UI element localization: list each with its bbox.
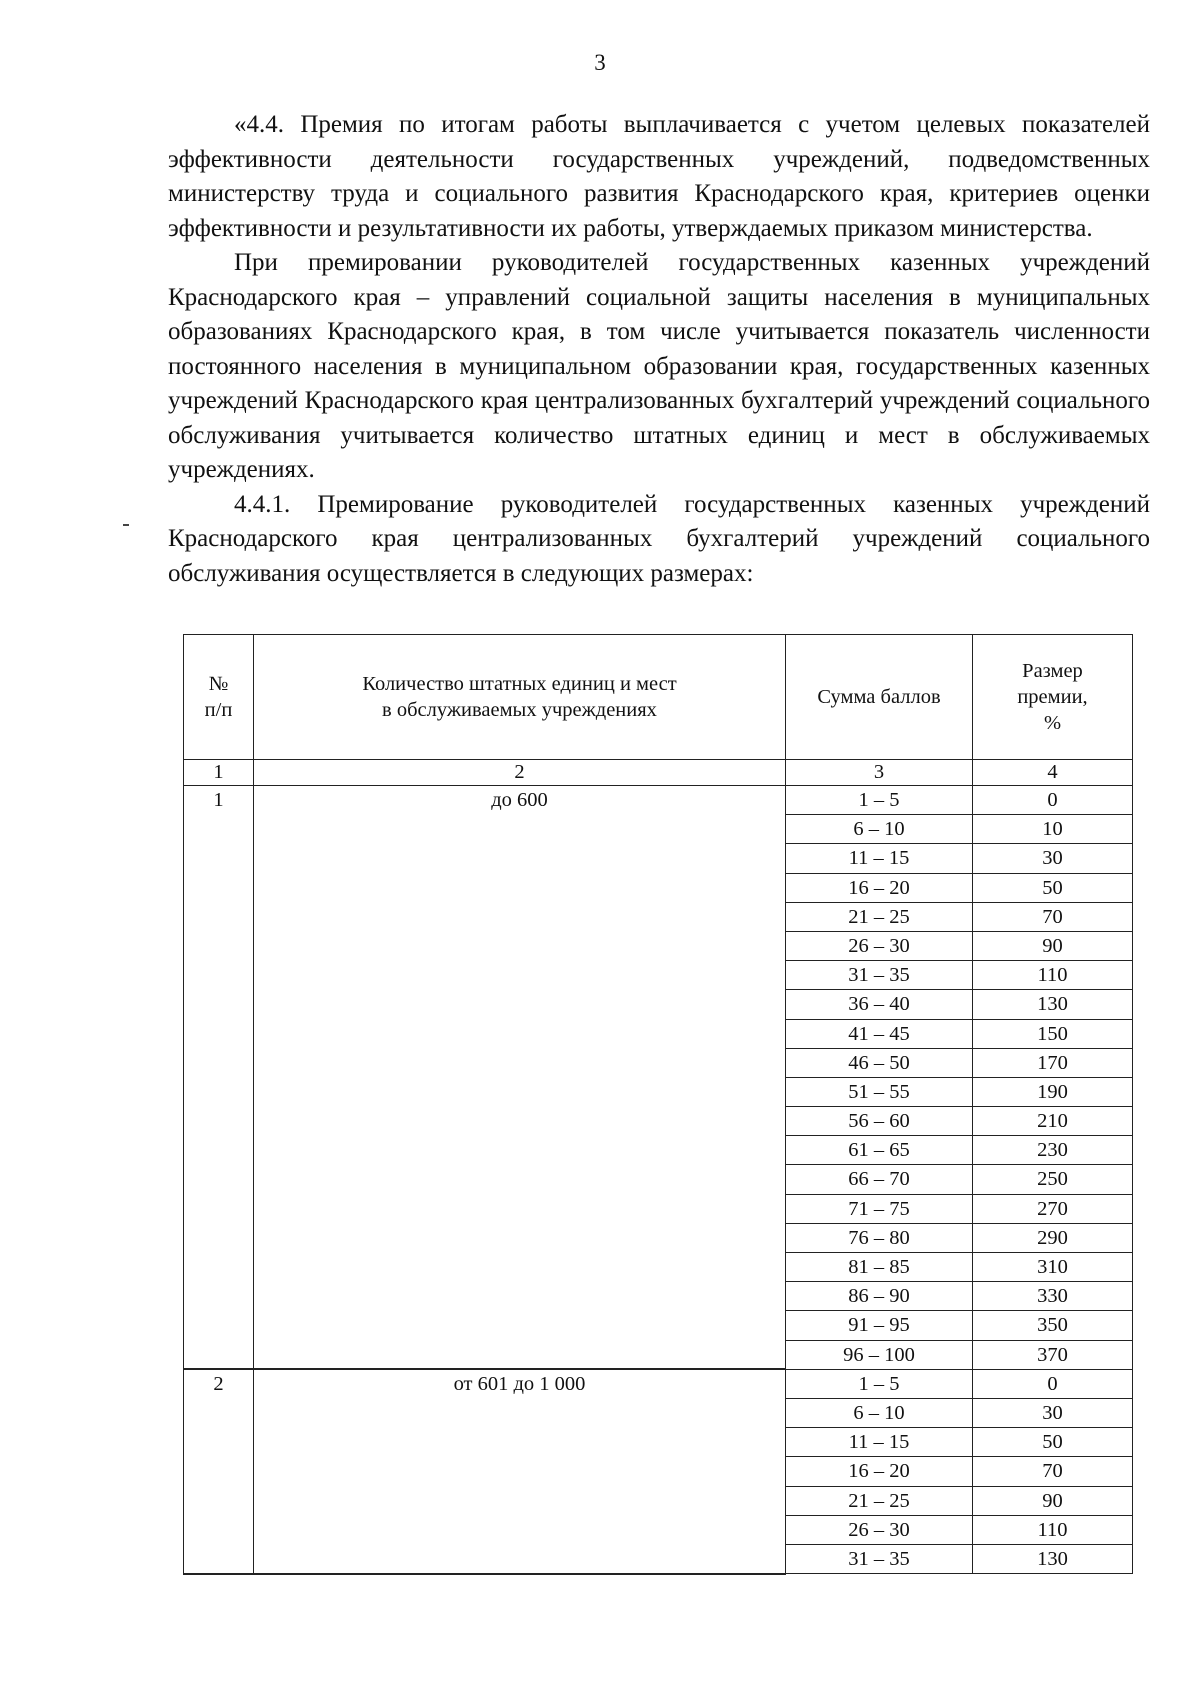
column-number: 2 — [254, 760, 786, 786]
premium-percent-cell: 70 — [973, 902, 1133, 931]
score-range-cell: 51 – 55 — [786, 1077, 973, 1106]
score-range-cell: 21 – 25 — [786, 902, 973, 931]
premium-percent-cell: 150 — [973, 1019, 1133, 1048]
premium-percent-cell: 90 — [973, 1486, 1133, 1515]
score-range-cell: 6 – 10 — [786, 815, 973, 844]
premium-percent-cell: 30 — [973, 1398, 1133, 1427]
paragraph-premium-heads: При премировании руководителей государственных казенных учреждений Краснодарского края – управлений социальной защиты населения в муниципальных образованиях Краснодарского края, в том числе учитывается показатель численности постоянного населения в муниципальном образовании края, государственных казенных учреждений Краснодарского края централизованных бухгалтерий учреждений социального обслуживания учитывается количество штатных единиц и мест в обслуживаемых учреждениях. — [168, 249, 1150, 483]
score-range-cell: 1 – 5 — [786, 1369, 973, 1398]
score-range-cell: 96 – 100 — [786, 1340, 973, 1369]
score-range-cell: 36 – 40 — [786, 990, 973, 1019]
premium-percent-cell: 250 — [973, 1165, 1133, 1194]
premium-percent-cell: 370 — [973, 1340, 1133, 1369]
premium-percent-cell: 30 — [973, 844, 1133, 873]
score-range-cell: 31 – 35 — [786, 961, 973, 990]
score-range-cell: 61 – 65 — [786, 1136, 973, 1165]
column-number: 3 — [786, 760, 973, 786]
premium-percent-cell: 170 — [973, 1048, 1133, 1077]
score-range-cell: 66 – 70 — [786, 1165, 973, 1194]
premium-percent-cell: 210 — [973, 1107, 1133, 1136]
premium-percent-cell: 190 — [973, 1077, 1133, 1106]
score-range-cell: 56 – 60 — [786, 1107, 973, 1136]
column-number: 1 — [184, 760, 254, 786]
score-range-cell: 71 – 75 — [786, 1194, 973, 1223]
score-range-cell: 41 – 45 — [786, 1019, 973, 1048]
premium-percent-cell: 0 — [973, 1369, 1133, 1398]
header-score-sum: Сумма баллов — [786, 635, 973, 760]
column-number-row — [184, 760, 1133, 786]
premium-percent-cell: 50 — [973, 1428, 1133, 1457]
paragraph-4-4: «4.4. Премия по итогам работы выплачивается с учетом целевых показателей эффективности деятельности государственных учреждений, подведомственных министерству труда и социального развития Краснодарского края, критериев оценки эффективности и результативности их работы, утверждаемых приказом министерства. — [168, 111, 1150, 242]
premium-percent-cell: 70 — [973, 1457, 1133, 1486]
header-premium-size: Размер премии, % — [973, 635, 1133, 760]
premium-percent-cell: 130 — [973, 1544, 1133, 1573]
staff-range-cell: от 601 до 1 000 — [254, 1369, 786, 1573]
table-row — [184, 786, 1133, 815]
premium-percent-cell: 310 — [973, 1253, 1133, 1282]
scan-mark — [123, 524, 129, 526]
premium-percent-cell: 110 — [973, 1515, 1133, 1544]
premium-percent-cell: 0 — [973, 786, 1133, 815]
score-range-cell: 26 – 30 — [786, 1515, 973, 1544]
column-number: 4 — [973, 760, 1133, 786]
score-range-cell: 11 – 15 — [786, 844, 973, 873]
premium-percent-cell: 270 — [973, 1194, 1133, 1223]
premium-percent-cell: 230 — [973, 1136, 1133, 1165]
body-text — [168, 108, 1150, 591]
score-range-cell: 1 – 5 — [786, 786, 973, 815]
premium-percent-cell: 90 — [973, 931, 1133, 960]
premium-percent-cell: 290 — [973, 1223, 1133, 1252]
score-range-cell: 21 – 25 — [786, 1486, 973, 1515]
score-range-cell: 81 – 85 — [786, 1253, 973, 1282]
premium-percent-cell: 330 — [973, 1282, 1133, 1311]
score-range-cell: 26 – 30 — [786, 931, 973, 960]
score-range-cell: 76 – 80 — [786, 1223, 973, 1252]
page-number: 3 — [594, 50, 606, 75]
premium-percent-cell: 350 — [973, 1311, 1133, 1340]
row-number-cell: 1 — [184, 786, 254, 1370]
score-range-cell: 16 – 20 — [786, 1457, 973, 1486]
table-header-row — [184, 635, 1133, 760]
row-number-cell: 2 — [184, 1369, 254, 1573]
score-range-cell: 46 – 50 — [786, 1048, 973, 1077]
score-range-cell: 16 – 20 — [786, 873, 973, 902]
premium-percent-cell: 50 — [973, 873, 1133, 902]
staff-range-cell: до 600 — [254, 786, 786, 1370]
score-range-cell: 91 – 95 — [786, 1311, 973, 1340]
score-range-cell: 6 – 10 — [786, 1398, 973, 1427]
paragraph-4-4-1: 4.4.1. Премирование руководителей государственных казенных учреждений Краснодарского края централизованных бухгалтерий учреждений социального обслуживания осуществляется в следующих размерах: — [168, 490, 1150, 587]
table-row — [184, 1369, 1133, 1398]
score-range-cell: 11 – 15 — [786, 1428, 973, 1457]
premium-percent-cell: 110 — [973, 961, 1133, 990]
header-staff-units: Количество штатных единиц и мест в обслуживаемых учреждениях — [254, 635, 786, 760]
header-number: № п/п — [184, 635, 254, 760]
premium-percent-cell: 130 — [973, 990, 1133, 1019]
score-range-cell: 86 – 90 — [786, 1282, 973, 1311]
premium-percent-cell: 10 — [973, 815, 1133, 844]
premium-table — [183, 634, 1133, 1575]
score-range-cell: 31 – 35 — [786, 1544, 973, 1573]
